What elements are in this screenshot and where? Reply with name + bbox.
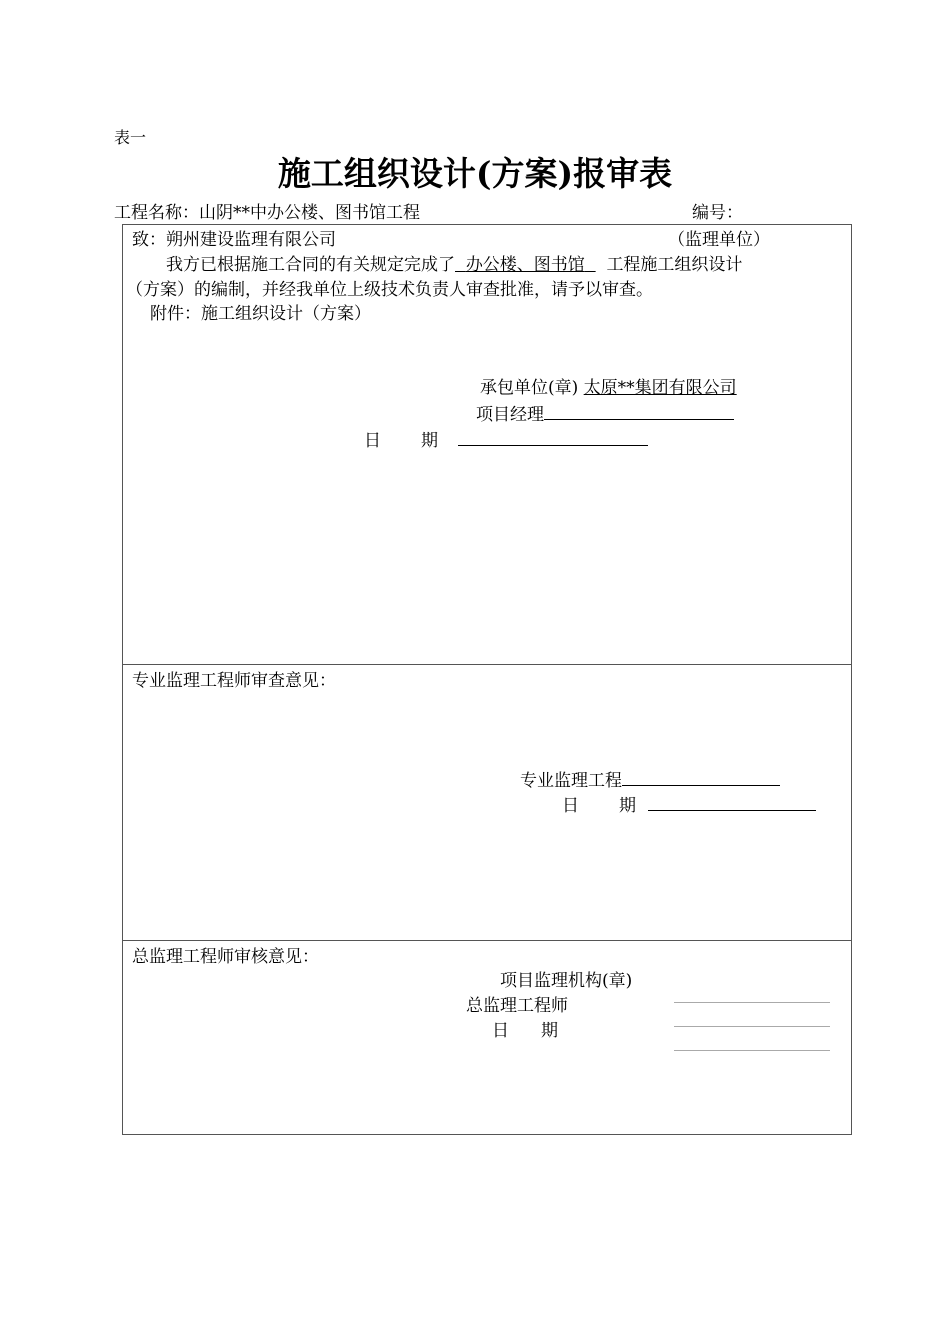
body-suffix: 工程施工组织设计 [606,255,743,275]
section-divider-1 [122,664,852,665]
project-name-line [114,202,420,224]
date-char-2: 期 [619,796,636,816]
body-line-1 [166,254,742,276]
chief-engineer-signature-line [674,1026,830,1027]
document-title: 施工组织设计(方案)报审表 [277,154,673,193]
contractor-line [480,377,737,399]
body-project-underlined: 办公楼、图书馆 [465,255,585,275]
chief-engineer-label: 总监理工程师 [466,996,568,1016]
date-char-1: 日 [492,1021,509,1041]
date-char-2: 期 [421,431,438,451]
attachment-line: 附件：施工组织设计（方案） [150,304,371,324]
chief-date-signature-line [674,1050,830,1051]
project-name-value: 山阴**中办公楼、图书馆工程 [199,203,420,223]
addressee-line [132,229,336,251]
body-prefix: 我方已根据施工合同的有关规定完成了 [166,255,455,275]
project-manager-label: 项目经理 [476,405,544,425]
specialist-engineer-signature-blank [622,769,780,786]
specialist-date-line [562,794,816,817]
section-divider-2 [122,940,852,941]
specialist-engineer-line [520,769,780,792]
contractor-date-line [364,429,648,452]
chief-date-line [492,1020,558,1042]
date-char-1: 日 [562,796,579,816]
project-name-label: 工程名称： [114,203,199,223]
date-char-2: 期 [541,1021,558,1041]
chief-review-heading: 总监理工程师审核意见： [132,947,319,967]
project-manager-line [476,403,734,426]
addressee-label: 致： [132,230,166,250]
supervision-org-label: 项目监理机构(章) [500,971,633,991]
body-line-2: （方案）的编制，并经我单位上级技术负责人审查批准，请予以审查。 [126,280,653,300]
form-number-label: 表一 [114,128,147,147]
serial-number-label: 编号： [692,203,743,223]
contractor-date-blank [458,429,648,446]
specialist-date-blank [648,794,816,811]
project-manager-signature-blank [544,403,734,420]
specialist-engineer-label: 专业监理工程 [520,771,622,791]
addressee-role: （监理单位） [668,230,770,250]
date-char-1: 日 [364,431,381,451]
contractor-label: 承包单位(章) [480,378,579,398]
contractor-name: 太原**集团有限公司 [583,378,737,398]
specialist-review-heading: 专业监理工程师审查意见： [132,671,336,691]
supervision-org-signature-line [674,1002,830,1003]
addressee-org: 朔州建设监理有限公司 [166,230,336,250]
